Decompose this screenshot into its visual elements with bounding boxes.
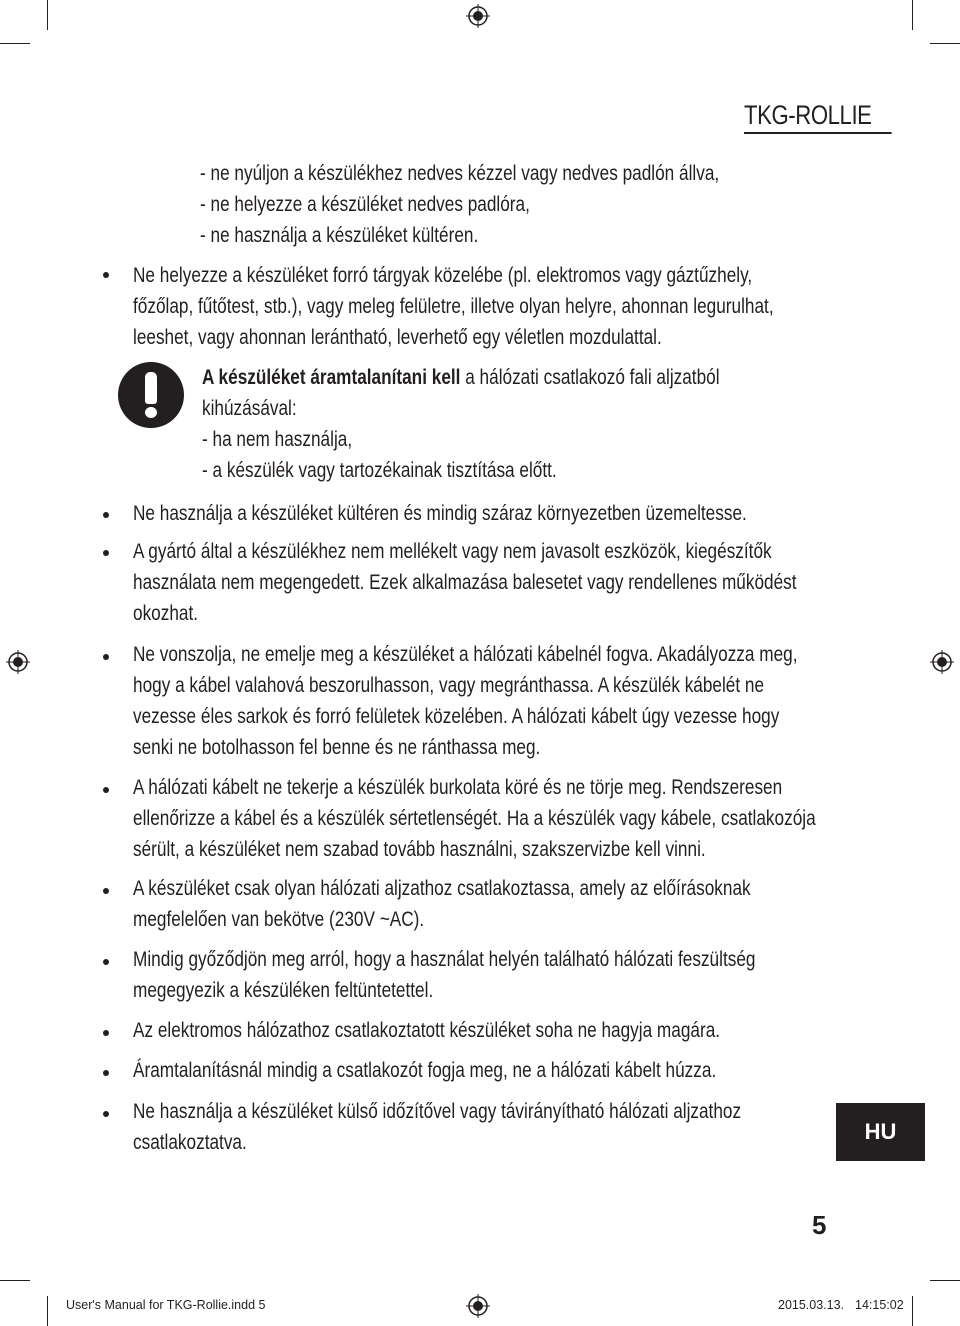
- footer-time: 14:15:02: [855, 1298, 904, 1312]
- warning-line: kihúzásával:: [202, 396, 297, 420]
- intro-list: [200, 158, 719, 251]
- footer-file: User's Manual for TKG-Rollie.indd 5: [66, 1298, 266, 1312]
- bullet-line: Áramtalanításnál mindig a csatlakozót fogja meg, ne a hálózati kábelt húzza.: [133, 1058, 717, 1082]
- crop-mark: [930, 43, 960, 44]
- bullet-line: megegyezik a készüléken feltüntetettel.: [133, 978, 434, 1002]
- bullet-line: Ne használja a készüléket külső időzítővel vagy távirányítható hálózati aljzathoz: [133, 1099, 742, 1123]
- warning-line: - a készülék vagy tartozékainak tisztítása előtt.: [202, 458, 557, 482]
- bullet-line: leeshet, vagy ahonnan lerántható, leverhető egy véletlen mozdulattal.: [133, 325, 662, 349]
- warning-line: [202, 362, 720, 393]
- bullet-line: A gyártó által a készülékhez nem mellékelt vagy nem javasolt eszközök, kiegészítők: [133, 539, 772, 563]
- intro-line: - ne nyúljon a készülékhez nedves kézzel vagy nedves padlón állva,: [200, 161, 720, 185]
- warning-line: - ha nem használja,: [202, 427, 353, 451]
- bullet-line: csatlakoztatva.: [133, 1130, 247, 1154]
- bullet-dot: [103, 888, 109, 894]
- page-number: 5: [812, 1210, 827, 1240]
- bullet-line: megfelelően van bekötve (230V ~AC).: [133, 907, 425, 931]
- crop-mark: [0, 43, 30, 44]
- crop-mark: [930, 1280, 960, 1281]
- intro-line: - ne használja a készüléket kültéren.: [200, 223, 479, 247]
- bullet-item-5: [133, 772, 816, 865]
- language-tab: HU: [836, 1103, 925, 1161]
- bullet-item-7: [133, 944, 755, 1006]
- bullet-line: ellenőrizze a kábel és a készülék sértetlenségét. Ha a készülék vagy kábele, csatlakozója: [133, 806, 816, 830]
- bullet-item-4: [133, 639, 798, 763]
- bullet-item-1: [133, 260, 774, 353]
- crop-mark: [912, 1296, 913, 1326]
- crop-mark: [47, 0, 48, 30]
- bullet-line: hogy a kábel valahová beszorulhasson, vagy megránthassa. A készülék kábelét ne: [133, 673, 765, 697]
- bullet-line: okozhat.: [133, 601, 199, 625]
- bullet-line: Az elektromos hálózathoz csatlakoztatott készüléket soha ne hagyja magára.: [133, 1018, 721, 1042]
- bullet-dot: [103, 512, 109, 518]
- crop-mark: [912, 0, 913, 30]
- bullet-line: A készüléket csak olyan hálózati aljzathoz csatlakoztassa, amely az előírásoknak: [133, 876, 751, 900]
- bullet-dot: [103, 550, 109, 556]
- bullet-line: Mindig győződjön meg arról, hogy a használat helyén található hálózati feszültség: [133, 947, 756, 971]
- warning-text: [202, 362, 720, 486]
- registration-mark-icon: [466, 4, 490, 28]
- crop-mark: [47, 1296, 48, 1326]
- bullet-dot: [103, 959, 109, 965]
- footer-date: 2015.03.13.: [778, 1298, 845, 1312]
- header-brand: TKG-ROLLIE: [744, 98, 892, 134]
- bullet-item-10: [133, 1096, 741, 1158]
- bullet-line: használata nem megengedett. Ezek alkalmazása balesetet vagy rendellenes működést: [133, 570, 797, 594]
- warning-rest: a hálózati csatlakozó fali aljzatból: [460, 365, 720, 389]
- bullet-line: A hálózati kábelt ne tekerje a készülék burkolata köré és ne törje meg. Rendszeresen: [133, 775, 783, 799]
- bullet-item-2: [133, 498, 747, 529]
- bullet-dot: [103, 272, 109, 278]
- bullet-item-8: [133, 1015, 720, 1046]
- bullet-dot: [103, 654, 109, 660]
- bullet-item-6: [133, 873, 751, 935]
- registration-mark-icon: [930, 650, 954, 674]
- intro-line: - ne helyezze a készüléket nedves padlóra,: [200, 192, 530, 216]
- bullet-item-3: [133, 536, 797, 629]
- bullet-dot: [103, 1070, 109, 1076]
- bullet-line: Ne vonszolja, ne emelje meg a készüléket a hálózati kábelnél fogva. Akadályozza meg,: [133, 642, 798, 666]
- bullet-line: vezesse éles sarkok és forró felületek közelében. A hálózati kábelt úgy vezesse hogy: [133, 704, 780, 728]
- crop-mark: [0, 1280, 30, 1281]
- registration-mark-icon: [6, 650, 30, 674]
- bullet-line: főzőlap, fűtőtest, stb.), vagy meleg felületre, illetve olyan helyre, ahonnan legurulhat,: [133, 294, 774, 318]
- bullet-dot: [103, 1111, 109, 1117]
- bullet-line: sérült, a készüléket nem szabad tovább használni, szakszervizbe kell vinni.: [133, 837, 706, 861]
- bullet-line: Ne használja a készüléket kültéren és mindig száraz környezetben üzemeltesse.: [133, 501, 747, 525]
- bullet-line: senki ne botolhasson fel benne és ne ránthassa meg.: [133, 735, 541, 759]
- bullet-line: Ne helyezze a készüléket forró tárgyak közelébe (pl. elektromos vagy gáztűzhely,: [133, 263, 753, 287]
- bullet-item-9: [133, 1055, 716, 1086]
- bullet-dot: [103, 1030, 109, 1036]
- registration-mark-icon: [466, 1294, 490, 1318]
- bullet-dot: [103, 787, 109, 793]
- warning-bold: A készüléket áramtalanítani kell: [202, 365, 461, 389]
- warning-icon: [118, 362, 184, 428]
